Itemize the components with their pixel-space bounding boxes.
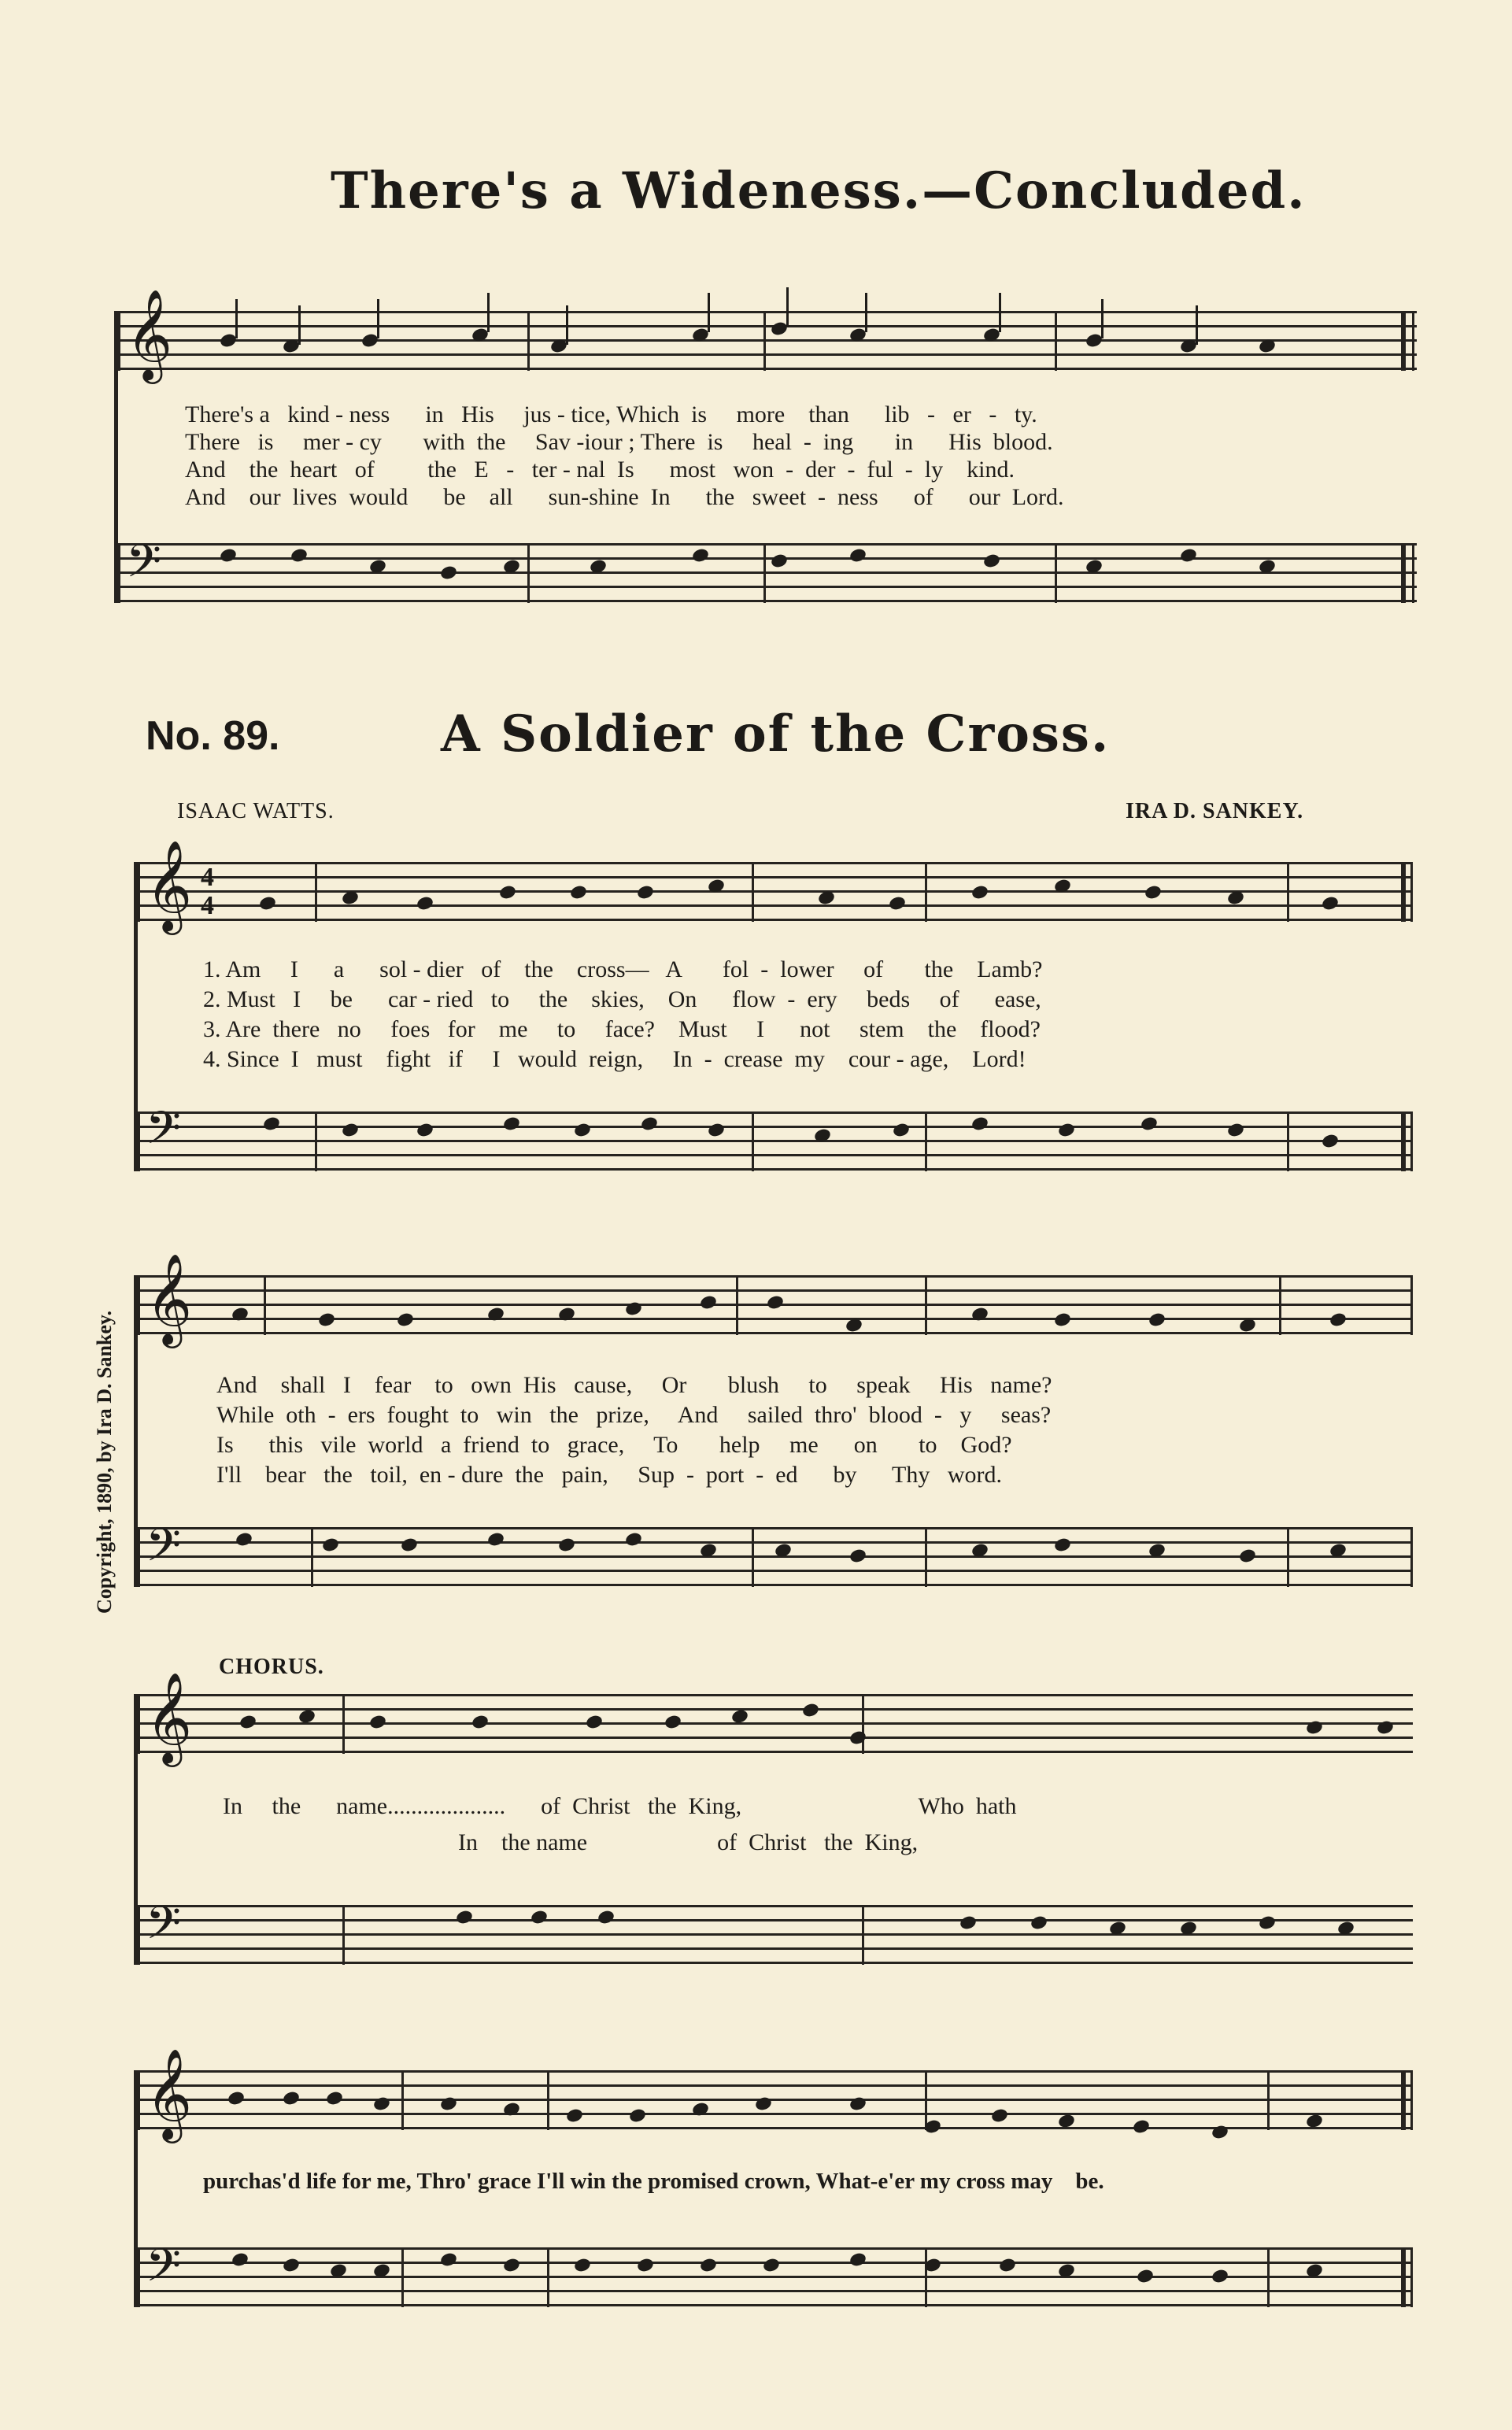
hymn-number: No. 89. xyxy=(146,713,280,759)
verse-1-line-2: 2. Must I be car - ried to the skies, On flow - ery beds of ease, xyxy=(203,986,1041,1012)
final-bracket xyxy=(134,2070,138,2307)
hymn-88-lyric-line-2: There is mer - cy with the Sav -iour ; There is heal - ing in His blood. xyxy=(185,429,1053,455)
treble-clef-icon: 𝄞 xyxy=(146,1252,193,1344)
hymn-89-title: A Soldier of the Cross. xyxy=(441,705,1111,764)
bass-clef-icon: 𝄢 xyxy=(146,1518,182,1583)
treble-clef-icon: 𝄞 xyxy=(146,2047,193,2140)
verse-1-line-4: 4. Since I must fight if I would reign, In - crease my cour - age, Lord! xyxy=(203,1046,1026,1072)
hymn-88-bass-staff xyxy=(118,543,1417,603)
verse-2-line-4: I'll bear the toil, en - dure the pain, Sup - port - ed by Thy word. xyxy=(216,1462,1002,1488)
system-1-bracket xyxy=(134,862,138,1171)
system-2-bracket xyxy=(134,1275,138,1587)
verse-2-line-2: While oth - ers fought to win the prize, And sailed thro' blood - y seas? xyxy=(216,1402,1052,1428)
hymn-88-system-bracket xyxy=(114,311,118,603)
verse-2-line-1: And shall I fear to own His cause, Or blush to speak His name? xyxy=(216,1372,1052,1398)
time-signature: 4 4 xyxy=(201,863,214,920)
treble-clef-icon: 𝄞 xyxy=(146,839,193,931)
chorus-treble-staff xyxy=(138,1694,1413,1754)
chorus-label: CHORUS. xyxy=(219,1655,324,1679)
system-1-treble-staff xyxy=(138,862,1413,922)
author: ISAAC WATTS. xyxy=(177,799,335,823)
treble-clef-icon: 𝄞 xyxy=(126,288,173,380)
hymn-88-lyric-line-3: And the heart of the E - ter - nal Is most won - der - ful - ly kind. xyxy=(185,457,1015,483)
hymn-88-lyric-line-1: There's a kind - ness in His jus - tice, Which is more than lib - er - ty. xyxy=(185,401,1037,427)
hymn-88-treble-staff xyxy=(118,311,1417,371)
system-2-bass-staff xyxy=(138,1527,1413,1587)
bass-clef-icon: 𝄢 xyxy=(146,2239,182,2303)
chorus-bracket xyxy=(134,1694,138,1965)
hymn-88-lyric-line-4: And our lives would be all sun-shine In the sweet - ness of our Lord. xyxy=(185,484,1064,510)
composer: IRA D. SANKEY. xyxy=(1126,799,1304,823)
chorus-bass-staff xyxy=(138,1905,1413,1965)
bass-clef-icon: 𝄢 xyxy=(146,1101,182,1166)
final-lyric-line: purchas'd life for me, Thro' grace I'll win the promised crown, What-e'er my cross may be. xyxy=(203,2169,1104,2194)
hymn-88-title: There's a Wideness.—Concluded. xyxy=(331,161,1307,220)
system-1-bass-staff xyxy=(138,1111,1413,1171)
chorus-lyric-line-2: In the name of Christ the King, xyxy=(458,1829,919,1855)
verse-2-line-3: Is this vile world a friend to grace, To help me on to God? xyxy=(216,1432,1012,1458)
verse-1-line-1: 1. Am I a sol - dier of the cross— A fol - lower of the Lamb? xyxy=(203,956,1043,982)
bass-clef-icon: 𝄢 xyxy=(126,534,162,599)
treble-clef-icon: 𝄞 xyxy=(146,1671,193,1763)
copyright-notice: Copyright, 1890, by Ira D. Sankey. xyxy=(93,1311,116,1614)
chorus-lyric-line-1: In the name.................... of Christ the King, Who hath xyxy=(223,1793,1017,1819)
bass-clef-icon: 𝄢 xyxy=(146,1896,182,1961)
verse-1-line-3: 3. Are there no foes for me to face? Must I not stem the flood? xyxy=(203,1016,1041,1042)
